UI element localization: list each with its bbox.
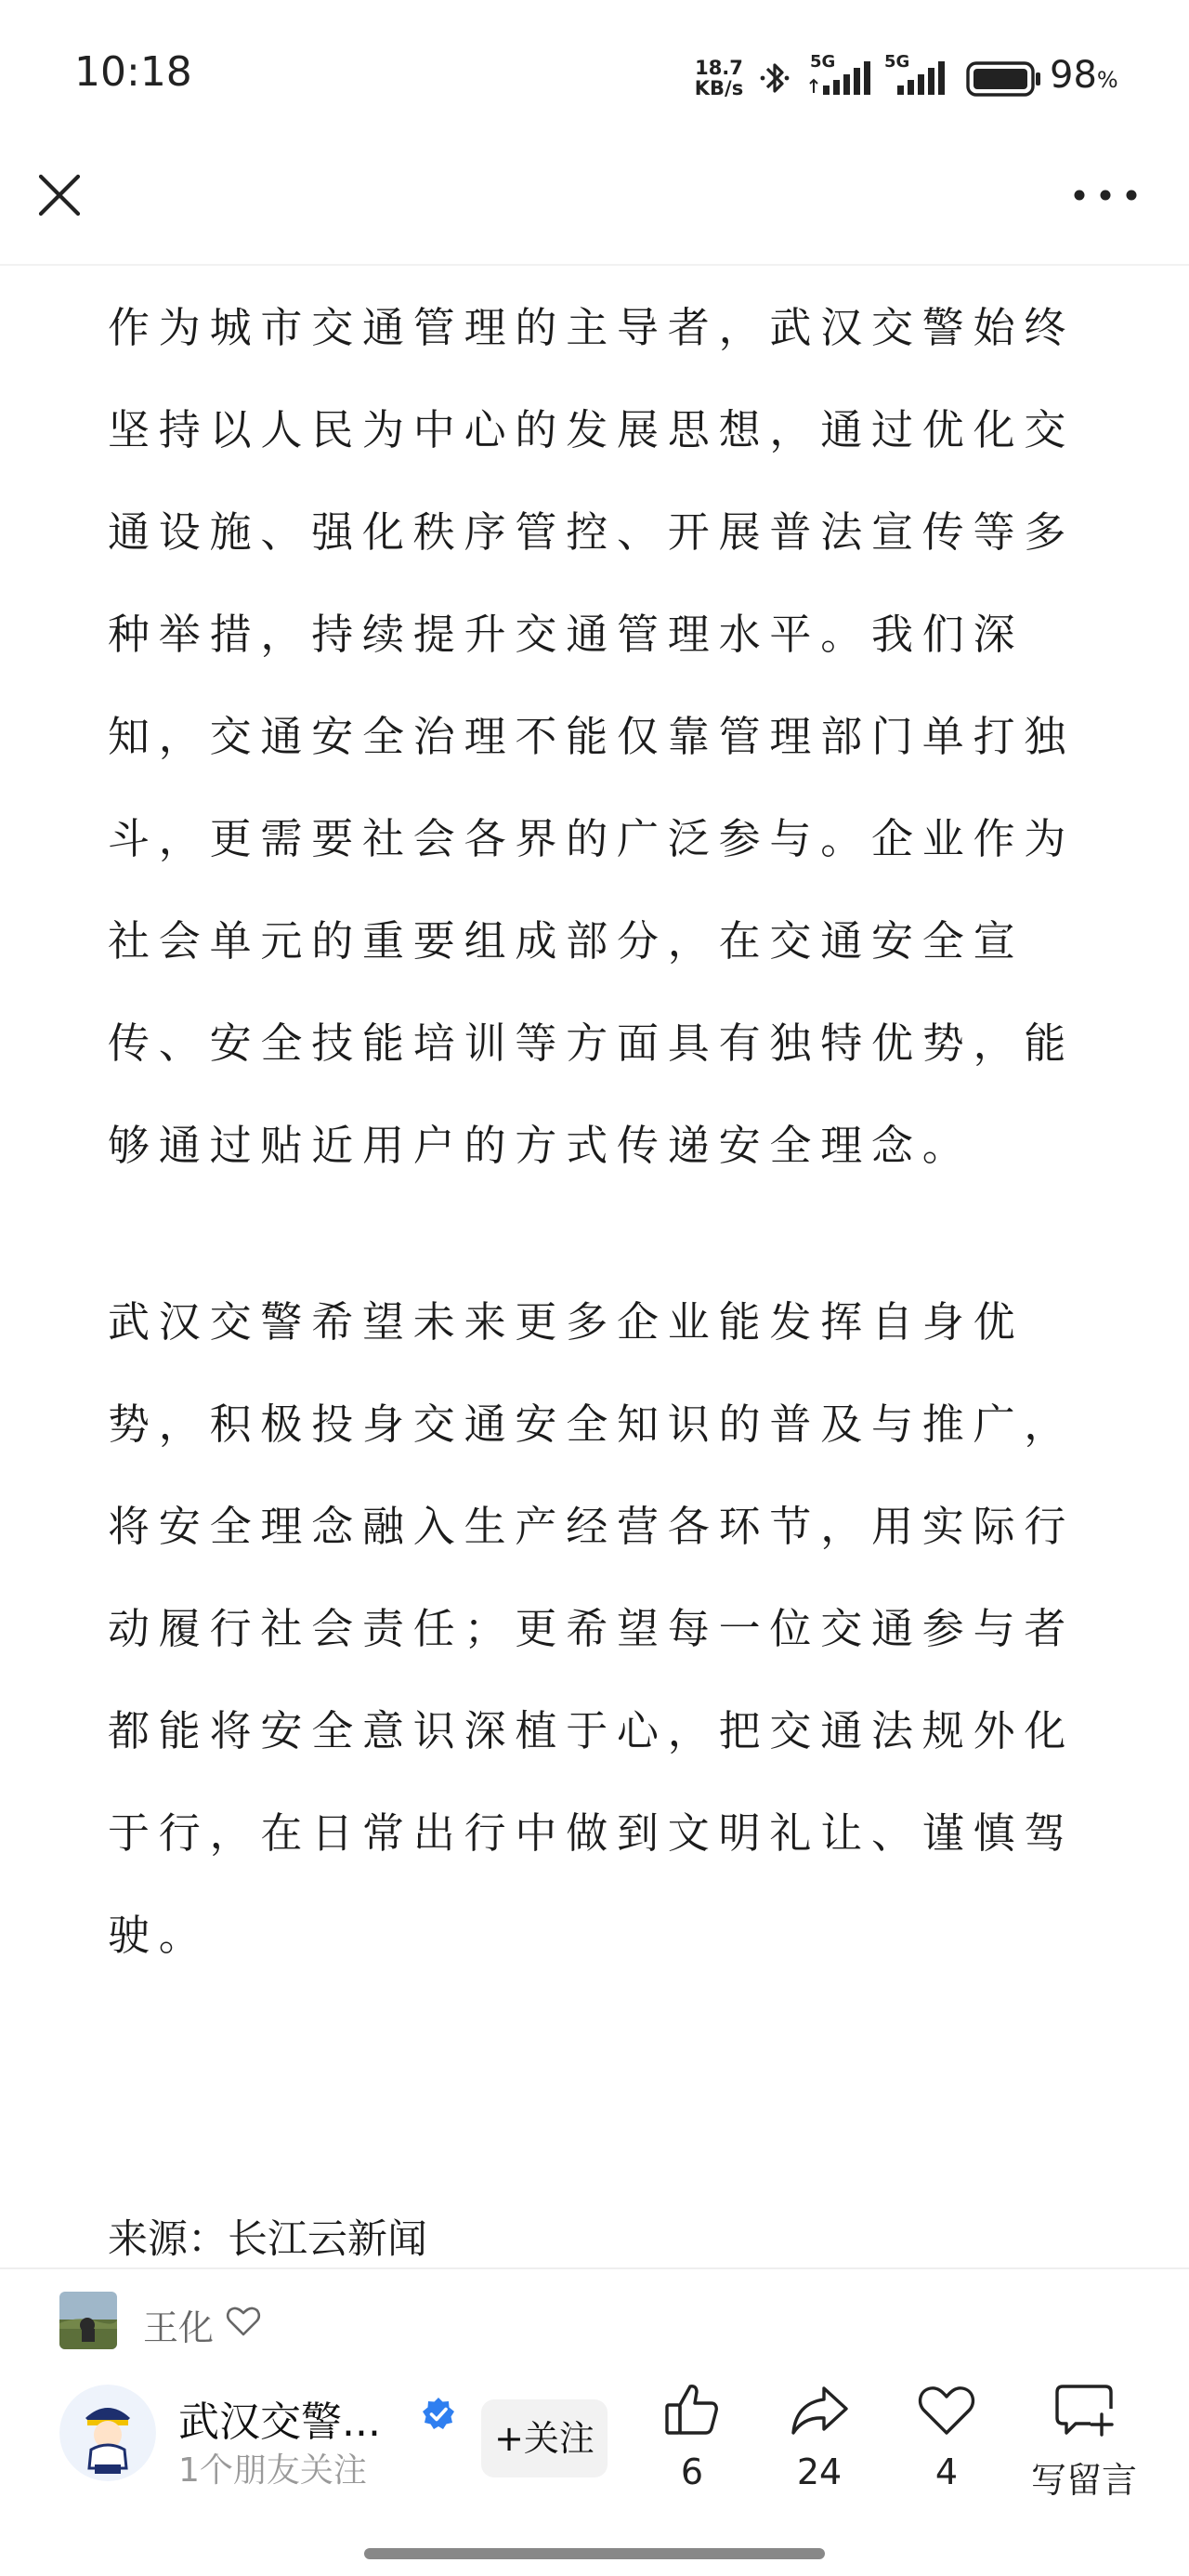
account-name[interactable]: 武汉交警... <box>178 2399 381 2446</box>
status-bar <box>0 0 1189 149</box>
article-paragraph: 作为城市交通管理的主导者，武汉交警始终坚持以人民为中心的发展思想，通过优化交通设施、强化秩序管控、开展普法宣传等多种举措，持续提升交通管理水平。我们深知，交通安全治理不能仅靠管理部门单打独斗，更需要社会各界的广泛参与。企业作为社会单元的重要组成部分，在交通安全宣传、安全技能培训等方面具有独特优势，能够通过贴近用户的方式传递安全理念。 <box>108 303 1076 1170</box>
close-icon[interactable] <box>32 167 87 223</box>
article-source: 来源：长江云新闻 <box>108 2216 427 2263</box>
header-divider <box>0 264 1189 266</box>
verified-badge-icon <box>420 2396 457 2433</box>
like-count: 6 <box>680 2451 704 2492</box>
account-avatar[interactable] <box>59 2385 156 2481</box>
comment-add-icon <box>1053 2379 1115 2440</box>
home-indicator[interactable] <box>364 2548 825 2559</box>
share-count: 24 <box>796 2451 843 2492</box>
network-speed <box>687 58 751 99</box>
more-icon[interactable] <box>1068 182 1143 208</box>
bottom-divider <box>0 2267 1189 2269</box>
status-time: 10:18 <box>74 48 192 96</box>
follow-button[interactable]: +关注 <box>481 2399 608 2477</box>
favorite-count: 4 <box>934 2451 959 2492</box>
signal-sim1 <box>806 52 875 102</box>
account-friend-follow-count: 1个朋友关注 <box>178 2451 367 2490</box>
share-arrow-icon <box>789 2379 850 2440</box>
favorite-button[interactable] <box>895 2379 998 2500</box>
network-speed-value: 18.7 <box>695 57 743 79</box>
thumbs-up-icon <box>661 2379 723 2440</box>
bluetooth-icon <box>754 58 795 99</box>
battery-unit: % <box>1096 67 1118 93</box>
battery-value: 98 <box>1050 54 1097 97</box>
comment-label: 写留言 <box>1030 2460 1137 2501</box>
network-speed-unit: KB/s <box>694 77 744 99</box>
heart-outline-icon <box>916 2379 977 2440</box>
battery-icon <box>966 61 1042 97</box>
friend-name: 王化 <box>143 2307 215 2348</box>
comment-button[interactable] <box>1024 2379 1144 2500</box>
battery-percent <box>1050 54 1118 97</box>
article-body <box>108 277 1083 1987</box>
like-button[interactable] <box>641 2379 743 2500</box>
share-button[interactable] <box>768 2379 870 2500</box>
article-paragraph: 武汉交警希望未来更多企业能发挥自身优势，积极投身交通安全知识的普及与推广，将安全理念融入生产经营各环节，用实际行动履行社会责任；更希望每一位交通参与者都能将安全意识深植于心，把交通法规外化于行，在日常出行中做到文明礼让、谨慎驾驶。 <box>108 1297 1076 1960</box>
friend-avatar[interactable] <box>59 2292 117 2349</box>
sim2-label: 5G <box>884 52 910 72</box>
signal-sim2 <box>881 52 949 102</box>
heart-outline-icon <box>225 2305 262 2338</box>
sim1-label: 5G <box>810 52 836 72</box>
